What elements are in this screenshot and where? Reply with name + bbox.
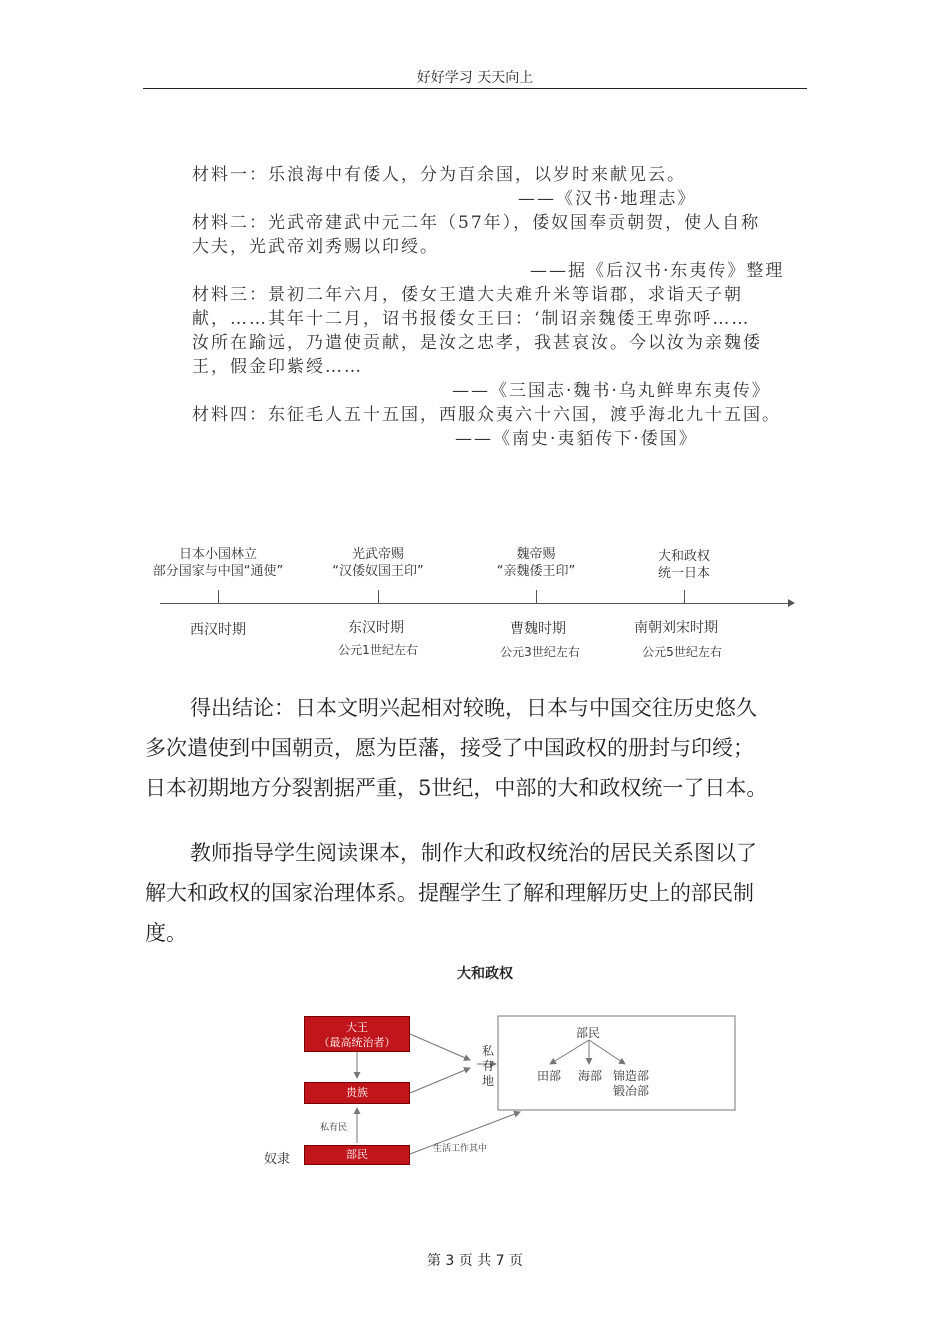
- material-2-source: ——据《后汉书·东夷传》整理: [530, 261, 785, 281]
- page-footer: 第 3 页 共 7 页: [426, 1253, 524, 1269]
- event-line: 部分国家与中国“通使”: [152, 564, 284, 579]
- timeline-period: 曹魏时期: [510, 621, 566, 637]
- diagram-title: 大和政权: [457, 966, 513, 982]
- land-item-tianbu: 田部: [537, 1069, 562, 1083]
- material-3-line: 献，……其年十二月，诏书报倭女王曰：‘制诏亲魏倭王卑弥呼……: [192, 309, 751, 329]
- guidance-line: 解大和政权的国家治理体系。提醒学生了解和理解历史上的部民制: [145, 881, 754, 905]
- timeline-year: 公元1世纪左右: [338, 643, 418, 657]
- guidance-line: 度。: [145, 921, 187, 945]
- material-1-source: ——《汉书·地理志》: [518, 189, 697, 209]
- private-people-label: 私有民: [320, 1123, 348, 1133]
- material-4-source: ——《南史·夷貊传下·倭国》: [455, 429, 698, 449]
- material-1-line: 材料一：乐浪海中有倭人，分为百余国，以岁时来献见云。: [192, 165, 686, 185]
- slave-label: 奴隶: [264, 1152, 291, 1167]
- king-label: 大王: [346, 1021, 368, 1034]
- material-2-line: 大夫，光武帝刘秀赐以印绶。: [192, 237, 439, 257]
- material-4-line: 材料四：东征毛人五十五国，西服众夷六十六国，渡乎海北九十五国。: [192, 405, 781, 425]
- timeline-year: 公元5世纪左右: [642, 645, 722, 659]
- land-item-haibu: 海部: [578, 1069, 603, 1083]
- event-line: “亲魏倭王印”: [496, 564, 576, 579]
- material-2-line: 材料二：光武帝建武中元二年（57年），倭奴国奉贡朝贺，使人自称: [192, 213, 761, 233]
- material-3-line: 材料三：景初二年六月，倭女王遣大夫难升米等诣郡，求诣天子朝: [192, 285, 743, 305]
- material-3-line: 王，假金印紫绶……: [192, 357, 363, 377]
- event-line: 统一日本: [657, 566, 711, 581]
- private-land-label: 私有地: [482, 1044, 495, 1088]
- event-line: 大和政权: [657, 549, 711, 564]
- living-label: 生活工作其中: [433, 1144, 488, 1154]
- king-sublabel: （最高统治者）: [318, 1036, 396, 1049]
- page-header: 好好学习 天天向上: [416, 70, 534, 86]
- event-line: 光武帝赐: [351, 547, 405, 562]
- event-line: “汉倭奴国王印”: [332, 564, 424, 579]
- event-line: 日本小国林立: [178, 547, 258, 562]
- noble-box: 贵族: [304, 1082, 410, 1104]
- land-item-duanyebu: 锻冶部: [613, 1084, 650, 1098]
- timeline-year: 公元3世纪左右: [500, 645, 580, 659]
- timeline-period: 东汉时期: [348, 620, 404, 636]
- land-bumin-title: 部民: [576, 1026, 601, 1040]
- event-line: 魏帝赐: [516, 547, 556, 562]
- conclusion-line: 日本初期地方分裂割据严重，5世纪，中部的大和政权统一了日本。: [145, 776, 768, 800]
- land-item-jinzaobu: 锦造部: [613, 1069, 650, 1083]
- king-box: [304, 1016, 410, 1052]
- guidance-line: 教师指导学生阅读课本，制作大和政权统治的居民关系图以了: [190, 841, 757, 865]
- conclusion-line: 多次遣使到中国朝贡，愿为臣藩，接受了中国政权的册封与印绶；: [145, 736, 754, 760]
- bumin-box: 部民: [304, 1145, 410, 1165]
- conclusion-line: 得出结论：日本文明兴起相对较晚，日本与中国交往历史悠久: [190, 696, 757, 720]
- material-3-line: 汝所在踰远，乃遣使贡献，是汝之忠孝，我甚哀汝。今以汝为亲魏倭: [192, 333, 762, 353]
- timeline-period: 西汉时期: [190, 622, 246, 638]
- material-3-source: ——《三国志·魏书·乌丸鲜卑东夷传》: [452, 381, 771, 401]
- timeline-period: 南朝刘宋时期: [634, 620, 718, 636]
